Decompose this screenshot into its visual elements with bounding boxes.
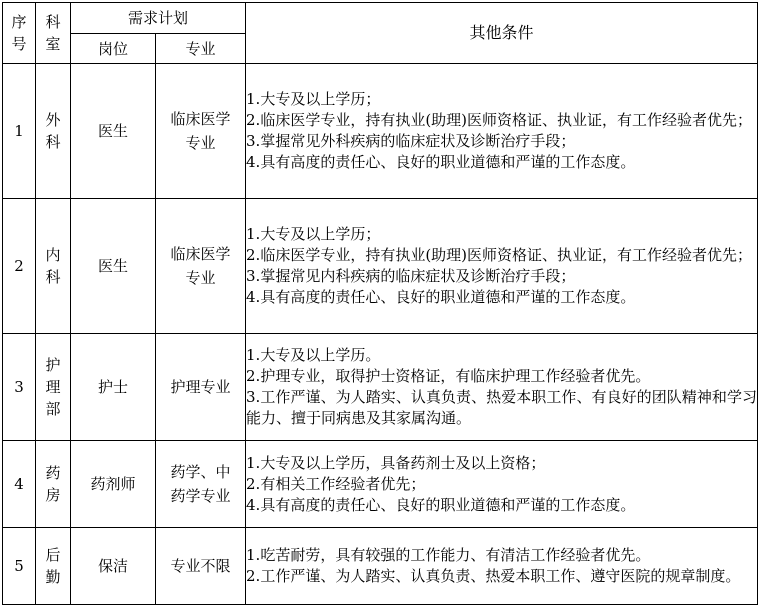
- row-conditions: [246, 528, 758, 605]
- row-seq: 4: [3, 441, 36, 528]
- condition-line: 3.工作严谨、为人踏实、认真负责、热爱本职工作、有良好的团队精神和学习能力、擅于同病患及其家属沟通。: [246, 388, 758, 427]
- row-major: 药学、中 药学专业: [156, 441, 246, 528]
- row-conditions: [246, 64, 758, 199]
- condition-line: 2.护理专业，取得护士资格证，有临床护理工作经验者优先。: [246, 367, 651, 385]
- row-major: 专业不限: [156, 528, 246, 605]
- row-major: 护理专业: [156, 334, 246, 441]
- condition-line: 2.有相关工作经验者优先；: [246, 474, 426, 493]
- row-post: 医生: [71, 199, 156, 334]
- row-dept: 护 理 部: [36, 334, 71, 441]
- condition-line: 1.大专及以上学历；: [246, 225, 381, 243]
- row-conditions: [246, 441, 758, 528]
- row-seq: 3: [3, 334, 36, 441]
- recruitment-table: [2, 2, 758, 605]
- row-dept: 药 房: [36, 441, 71, 528]
- table-row: [3, 199, 758, 334]
- row-post: 医生: [71, 64, 156, 199]
- row-post: 保洁: [71, 528, 156, 605]
- condition-line: 4.具有高度的责任心、良好的职业道德和严谨的工作态度。: [246, 153, 636, 171]
- row-post: 护士: [71, 334, 156, 441]
- condition-line: 2.工作严谨、为人踏实、认真负责、热爱本职工作、遵守医院的规章制度。: [246, 567, 741, 585]
- row-conditions: [246, 199, 758, 334]
- row-major: 临床医学 专业: [156, 64, 246, 199]
- row-conditions: [246, 334, 758, 441]
- row-dept: 内 科: [36, 199, 71, 334]
- header-major: 专业: [156, 34, 246, 64]
- condition-line: 4.具有高度的责任心、良好的职业道德和严谨的工作态度。: [246, 495, 636, 514]
- row-major: 临床医学 专业: [156, 199, 246, 334]
- table-row: [3, 64, 758, 199]
- header-post: 岗位: [71, 34, 156, 64]
- header-other: 其他条件: [246, 3, 758, 64]
- row-seq: 1: [3, 64, 36, 199]
- condition-line: 2.临床医学专业，持有执业(助理)医师资格证、执业证，有工作经验者优先；: [246, 246, 753, 264]
- table-row: [3, 528, 758, 605]
- condition-line: 4.具有高度的责任心、良好的职业道德和严谨的工作态度。: [246, 288, 636, 306]
- condition-line: 3.掌握常见外科疾病的临床症状及诊断治疗手段；: [246, 132, 576, 150]
- condition-line: 1.大专及以上学历，具备药剂士及以上资格；: [246, 453, 546, 472]
- condition-line: 1.吃苦耐劳，具有较强的工作能力、有清洁工作经验者优先。: [246, 546, 651, 564]
- row-seq: 5: [3, 528, 36, 605]
- condition-line: 3.掌握常见内科疾病的临床症状及诊断治疗手段；: [246, 267, 576, 285]
- header-dept: 科 室: [36, 3, 71, 64]
- header-row-1: [3, 3, 758, 34]
- condition-line: 1.大专及以上学历。: [246, 346, 381, 364]
- table-row: [3, 441, 758, 528]
- row-dept: 后 勤: [36, 528, 71, 605]
- header-seq: 序 号: [3, 3, 36, 64]
- header-plan: 需求计划: [71, 3, 246, 34]
- condition-line: 2.临床医学专业，持有执业(助理)医师资格证、执业证，有工作经验者优先；: [246, 111, 753, 129]
- condition-line: 1.大专及以上学历；: [246, 90, 381, 108]
- table-row: [3, 334, 758, 441]
- row-seq: 2: [3, 199, 36, 334]
- row-post: 药剂师: [71, 441, 156, 528]
- row-dept: 外 科: [36, 64, 71, 199]
